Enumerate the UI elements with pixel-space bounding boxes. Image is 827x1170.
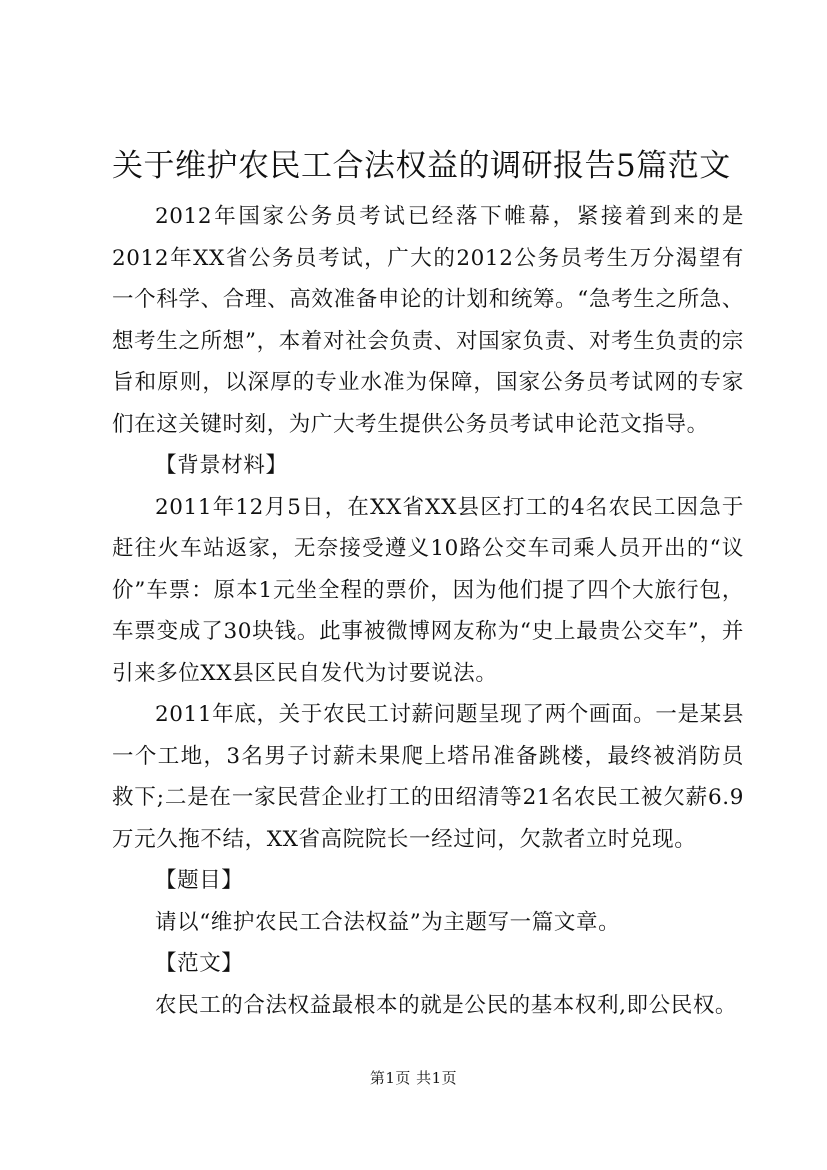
paragraph-topic: 请以“维护农民工合法权益”为主题写一篇文章。 (155, 909, 621, 935)
section-heading-sample: 【范文】 (155, 951, 244, 976)
document-title: 关于维护农民工合法权益的调研报告5篇范文 (112, 148, 731, 184)
paragraph-intro: 2012年国家公务员考试已经落下帷幕，紧接着到来的是2012年XX省公务员考试，广大的2012公务员考生万分渴望有一个科学、合理、高效准备申论的计划和统筹。“急考生之所急、想考生之所想”，本着对社会负责、对国家负责、对考生负责的宗旨和原则，以深厚的专业水准为保障，国家公务员考试网的专家们在这关键时刻，为广大考生提供公务员考试申论范文指导。 (112, 204, 744, 437)
section-heading-topic: 【题目】 (155, 868, 244, 893)
document-body (112, 196, 744, 1026)
paragraph-background-2: 2011年底，关于农民工讨薪问题呈现了两个画面。一是某县一个工地，3名男子讨薪未果爬上塔吊准备跳楼，最终被消防员救下;二是在一家民营企业打工的田绍清等21名农民工被欠薪6.9万元久拖不结，XX省高院院长一经过问，欠款者立时兑现。 (112, 702, 744, 852)
paragraph-sample: 农民工的合法权益最根本的就是公民的基本权利,即公民权。 (155, 992, 738, 1018)
paragraph-background-1: 2011年12月5日，在XX省XX县区打工的4名农民工因急于赶往火车站返家，无奈接受遵义10路公交车司乘人员开出的“议价”车票：原本1元坐全程的票价，因为他们提了四个大旅行包，车票变成了30块钱。此事被微博网友称为“史上最贵公交车”，并引来多位XX县区民自发代为讨要说法。 (112, 494, 744, 686)
page-number-footer: 第1页 共1页 (369, 1069, 458, 1087)
section-heading-background: 【背景材料】 (155, 453, 288, 478)
